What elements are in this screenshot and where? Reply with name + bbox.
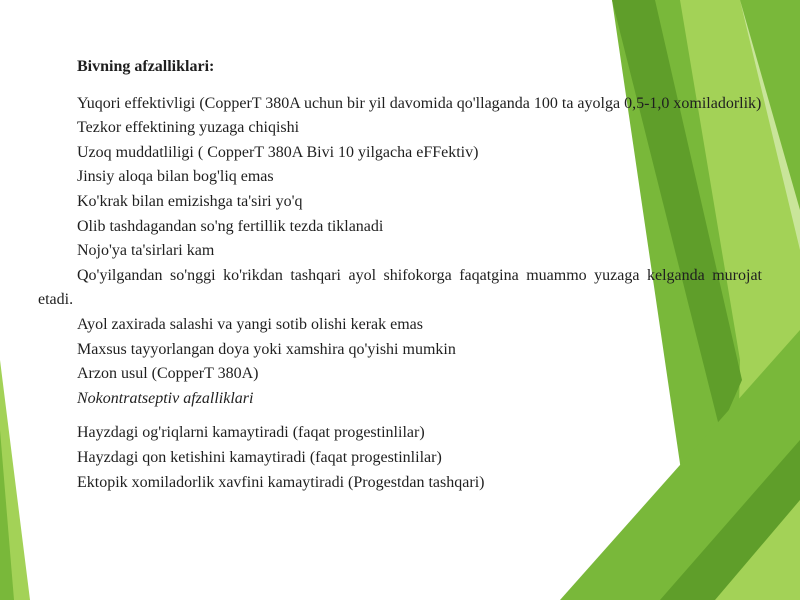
slide-body: [38, 55, 762, 495]
noncontraceptive-item: Ektopik xomiladorlik xavfini kamaytiradi (Progestdan tashqari): [77, 473, 485, 491]
advantage-item: Olib tashdagandan so'ng fertillik tezda tiklanadi: [77, 217, 384, 235]
advantage-item: Arzon usul (CopperT 380A): [77, 365, 259, 383]
advantage-item: Qo'yilgandan so'nggi ko'rikdan tashqari ayol shifokorga faqatgina muammo yuzaga kelganda murojat etadi.: [38, 266, 762, 309]
advantage-item: Tezkor effektining yuzaga chiqishi: [77, 119, 300, 137]
noncontraceptive-item: Hayzdagi qon ketishini kamaytiradi (faqat progestinlilar): [77, 448, 442, 466]
advantage-item: Yuqori effektivligi (CopperT 380A uchun bir yil davomida qo'llaganda 100 ta ayolga 0,5-1,0 xomiladorlik): [77, 94, 762, 112]
noncontraceptive-item: Hayzdagi og'riqlarni kamaytiradi (faqat progestinlilar): [77, 424, 425, 442]
slide-heading: Bivning afzalliklari:: [77, 58, 215, 75]
advantage-item: Jinsiy aloqa bilan bog'liq emas: [77, 168, 274, 186]
advantage-item: Maxsus tayyorlangan doya yoki xamshira qo'yishi mumkin: [77, 340, 456, 358]
advantage-item: Nojo'ya ta'sirlari kam: [77, 242, 215, 260]
noncontraceptive-subheading: Nokontratseptiv afzalliklari: [77, 389, 254, 407]
advantage-item: Ayol zaxirada salashi va yangi sotib olishi kerak emas: [77, 315, 423, 333]
advantage-item: Ko'krak bilan emizishga ta'siri yo'q: [77, 192, 303, 210]
advantage-item: Uzoq muddatliligi ( CopperT 380A Bivi 10 yilgacha eFFektiv): [77, 143, 479, 161]
